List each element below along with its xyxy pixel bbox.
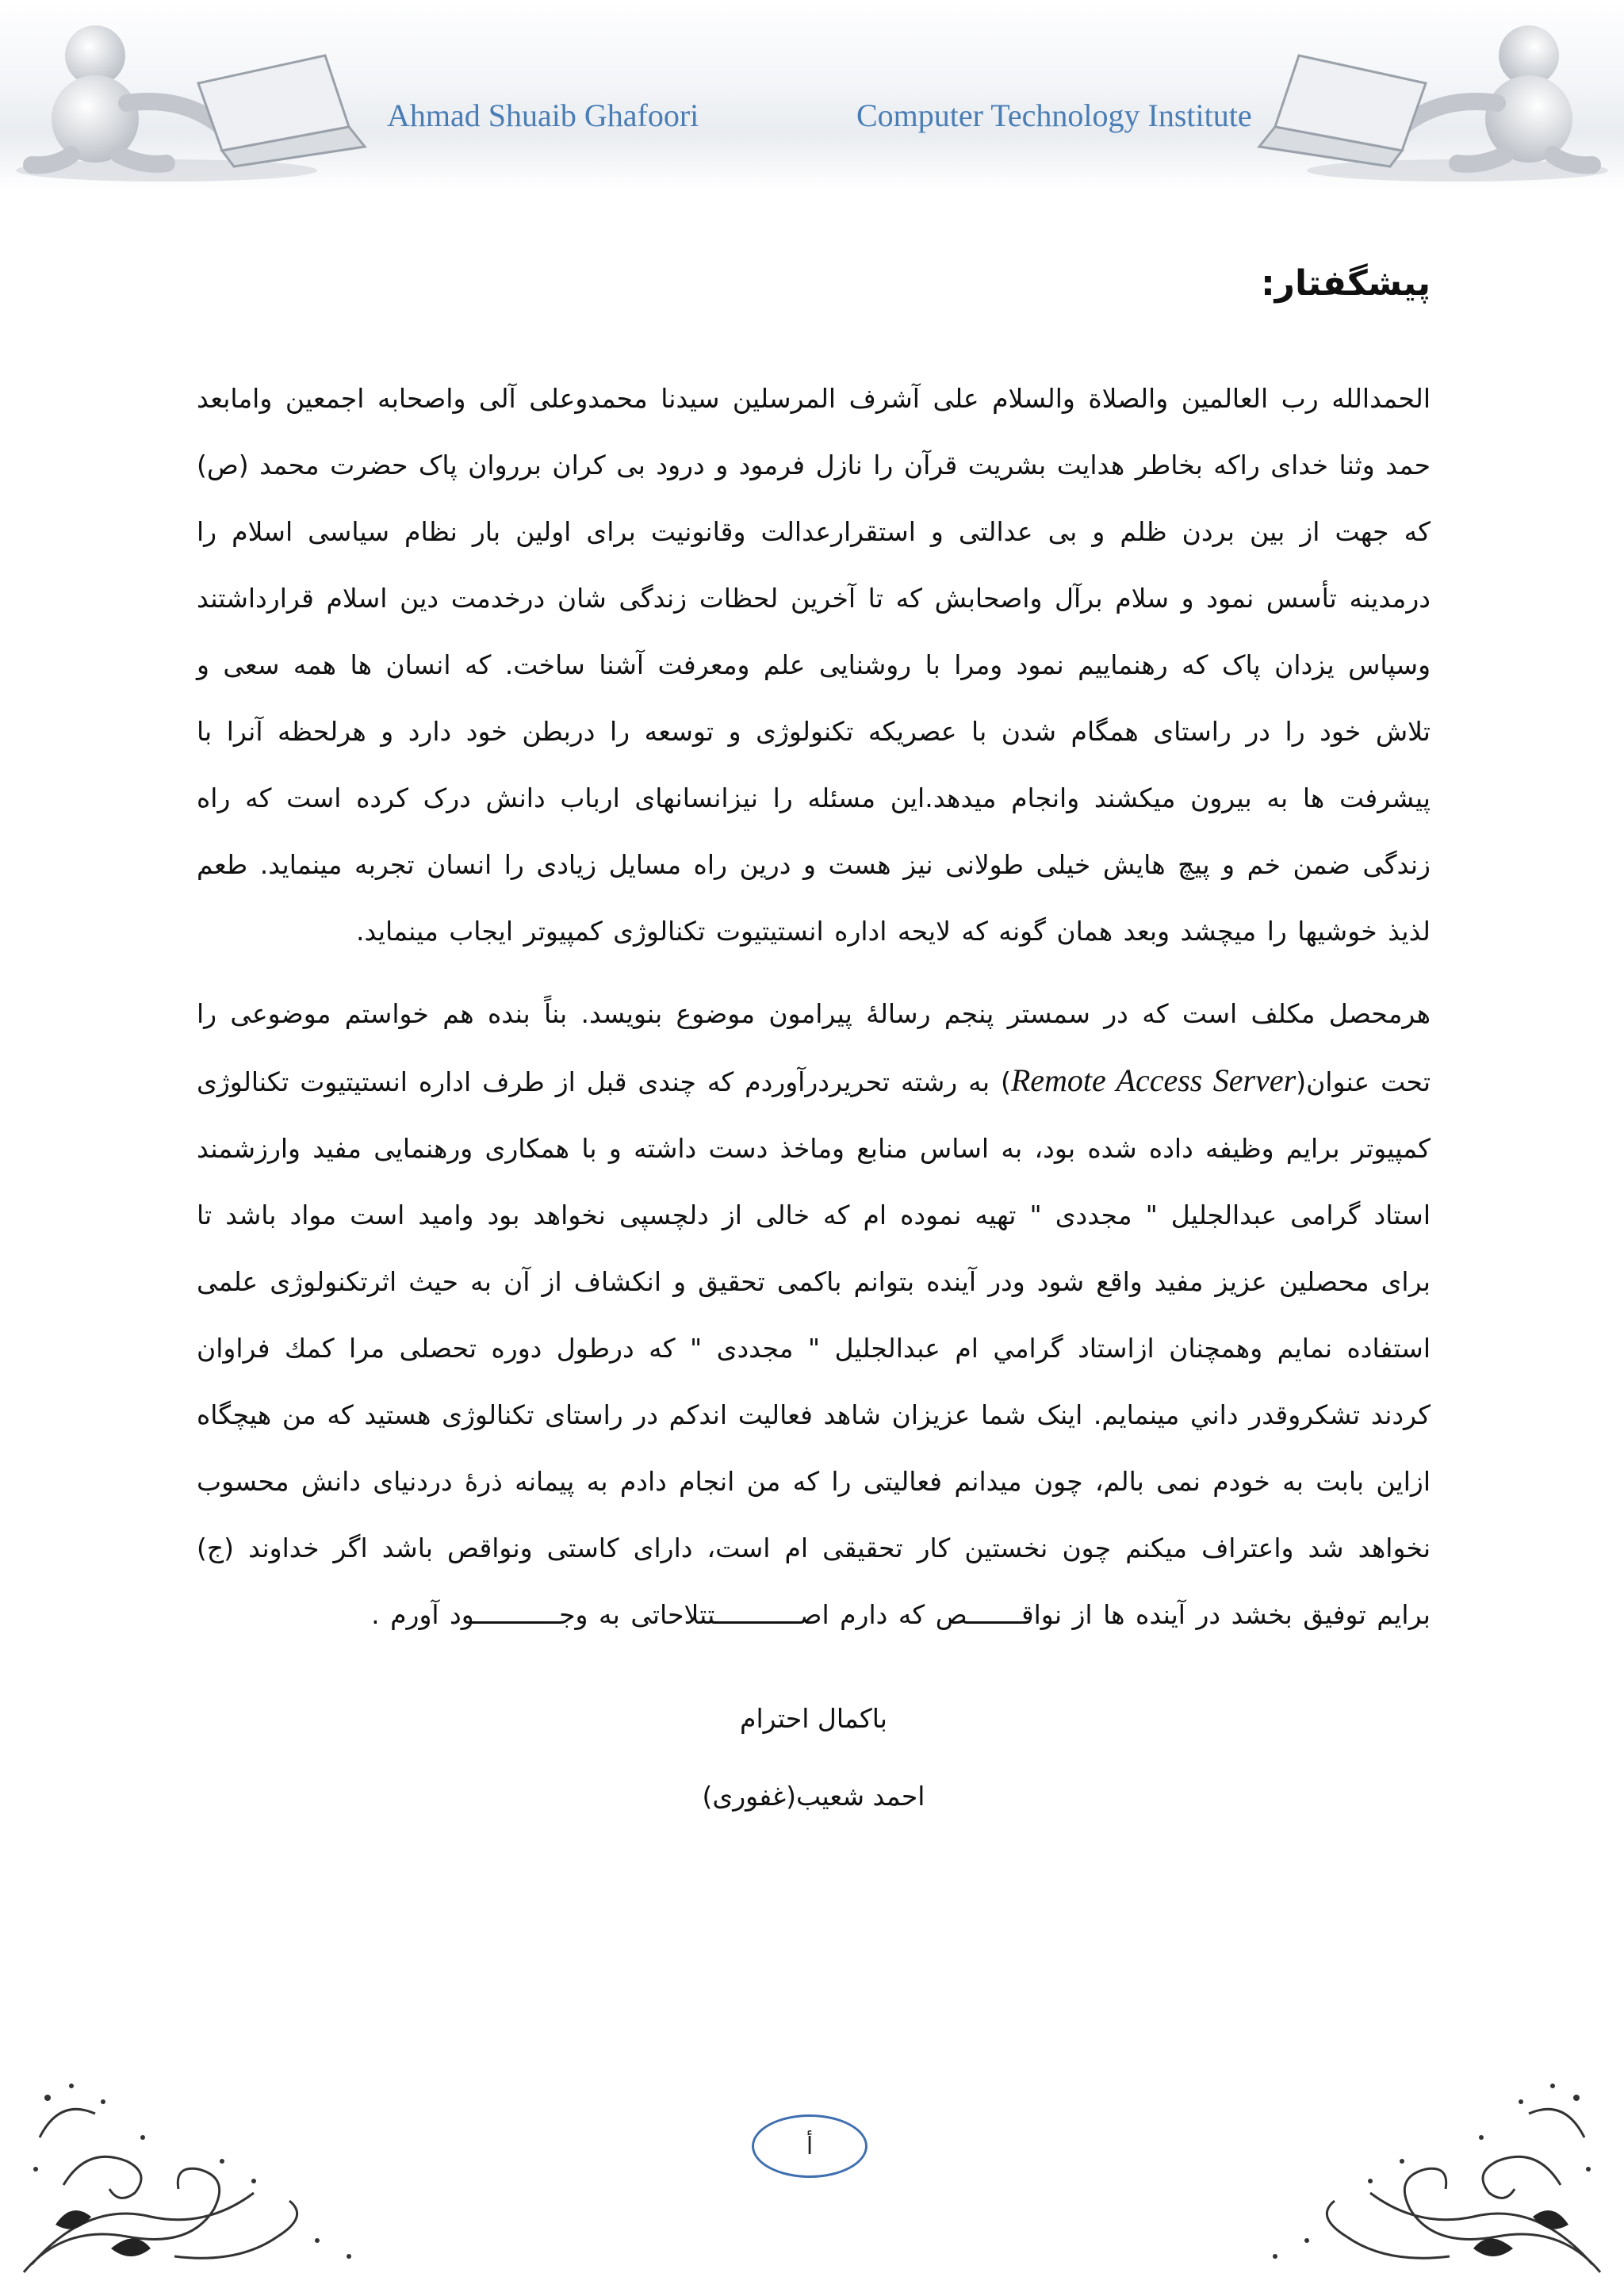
header-author: Ahmad Shuaib Ghafoori (387, 98, 699, 133)
paragraph-1: الحمدالله رب العالمین والصلاة والسلام علی آشرف المرسلین سیدنا محمدوعلی آلی واصحابه اجمعین وامابعد حمد وثنا خدای راکه بخاطر هدایت بشریت قرآن را نازل فرمود و درود بی کران برروان پاک حضرت محمد (ص) که جهت از بین بردن ظلم و بی عدالتی و استقرارعدالت وقانونیت برای اولین بار نظام سیاسی اسلام را درمدینه تأسس نمود و سلام برآل واصحابش که تا آخرین لحظات زندگی شان درخدمت دین اسلام قرارداشتند وسپاس یزدان پاک که رهنماییم نمود ومرا با روشنایی علم ومعرفت آشنا ساخت. که انسان ها همه سعی و تلاش خود را در راستای همگام شدن با عصریکه تکنولوژی و توسعه را دربطن خود دارد و هرلحظه آنرا با پیشرفت ها به بیرون میکشند وانجام میدهد.این مسئله را نیزانسانهای ارباب دانش درک کرده است که راه زندگی ضمن خم و پیچ هایش خیلی طولانی نیز هست و درین راه مسایل زیادی را انسان تجربه مینماید. طعم لذیذ خوشیها را میچشد وبعد همان گونه که لایحه اداره انستیتیوت تکنالوژی کمپیوتر ایجاب مینماید. (197, 383, 1431, 947)
document-body (197, 254, 1431, 1835)
paragraph-2-before: هرمحصل مکلف است که در سمستر پنجم رسالهٔ پیرامون موضوع بنویسد. بناً بنده هم خواستم موضوعی را تحت عنوان( (197, 998, 1431, 1097)
header-institute: Computer Technology Institute (856, 98, 1252, 133)
person-with-laptop-icon (1251, 8, 1616, 182)
closing-block (197, 1680, 1431, 1835)
person-with-laptop-icon (8, 8, 373, 182)
paragraph-2-after: ) به رشته تحریردرآوردم که چندی قبل از طرف اداره انستیتیوت تکنالوژی کمپیوتر برایم وظیفه داده شده بود، به اساس منابع وماخذ دست داشته و با همکاری ورهنمایی مفید وارزشمند استاد گرامی عبدالجلیل " مجددی " تهیه نموده ام که خالی از دلچسپی نخواهد بود وامید است مواد باشد تا برای محصلین عزیز مفید واقع شود ودر آینده بتوانم باکمی تحقیق و انکشاف از آن به حیث اثرتکنولوژی علمی استفاده نمایم وهمچنان ازاستاد گرامي ام عبدالجلیل " مجددی " که درطول دوره تحصلی مرا كمك فراوان كردند تشكروقدر داني مينمايم. اینک شما عزیزان شاهد فعالیت اندکم در راستای تکنالوژی هستید که من هیچگاه ازاین بابت به خودم نمی بالم، چون میدانم فعالیتی را که من انجام دادم به پیمانه ذرۀ دردنیای دانش محسوب نخواهد شد واعتراف میکنم چون نخستین کار تحقیقی ام است، دارای کاستی ونواقص باشد اگر خداوند (ج) برایم توفیق بخشد در آینده ها از نواقـــــــص که دارم اصـــــــــــتتلاحاتی به وجـــــــــــود آورم . (197, 1066, 1431, 1630)
regards-line: باکمال احترام (740, 1703, 887, 1734)
page-number-label: أ (806, 2132, 814, 2160)
paragraph-2 (197, 981, 1431, 1648)
page-header (0, 0, 1624, 190)
floral-ornament-icon (16, 2066, 389, 2280)
floral-ornament-icon (1235, 2066, 1608, 2280)
section-title: پیشگفتار: (1261, 263, 1431, 304)
signature-line: احمد شعیب(غفوری) (702, 1781, 925, 1812)
english-title: Remote Access Server (1010, 1062, 1297, 1098)
page-number (752, 2114, 868, 2178)
